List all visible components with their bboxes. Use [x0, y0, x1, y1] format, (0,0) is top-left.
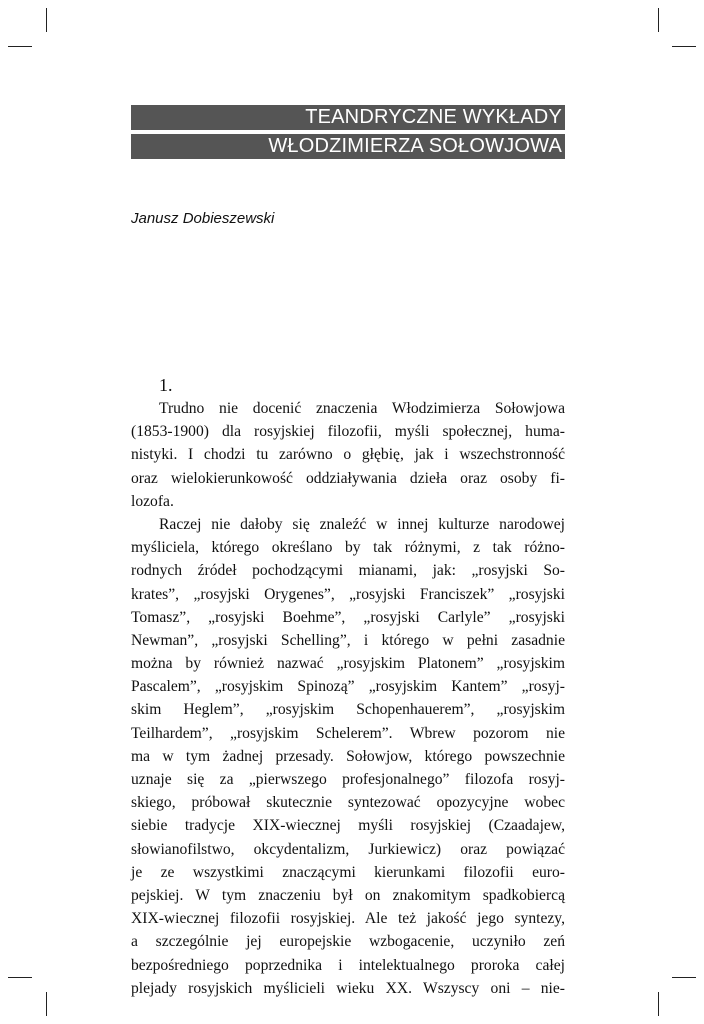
text-line: ma w tym żadnej przesady. Sołowjow, którego powszechnie: [131, 747, 565, 765]
text-line: Trudno nie docenić znaczenia Włodzimierza Sołowjowa: [159, 400, 565, 417]
text-line: plejady rosyjskich myślicieli wieku XX. Wszyscy oni – nie-: [131, 979, 565, 997]
crop-mark: [46, 8, 47, 32]
author-name: Janusz Dobieszewski: [131, 210, 275, 227]
text-line: a szczególnie jej europejskie wzbogacenie, uczyniło zeń: [131, 933, 565, 951]
text-line: rodnych źródeł pochodzącymi mianami, jak: „rosyjski So-: [131, 562, 565, 580]
text-line: pejskiej. W tym znaczeniu był on znakomitym spadkobiercą: [131, 886, 565, 904]
text-line: skim Heglem”, „rosyjskim Schopenhauerem”, „rosyjskim: [131, 701, 565, 719]
crop-mark: [46, 992, 47, 1016]
text-line: (1853-1900) dla rosyjskiej filozofii, myśli społecznej, huma-: [131, 423, 565, 441]
text-line: Newman”, „rosyjski Schelling”, i którego w pełni zasadnie: [131, 631, 565, 649]
text-line: Teilhardem”, „rosyjskim Schelerem”. Wbrew pozorom nie: [131, 724, 565, 742]
text-line: krates”, „rosyjski Orygenes”, „rosyjski Franciszek” „rosyjski: [131, 585, 565, 603]
text-line: skiego, próbował skutecznie syntezować opozycyjne wobec: [131, 794, 565, 812]
section-number: 1.: [159, 375, 173, 395]
text-line: XIX-wiecznej filozofii rosyjskiej. Ale też jakość jego syntezy,: [131, 910, 565, 928]
text-line: nistyki. I chodzi tu zarówno o głębię, jak i wszechstronność: [131, 446, 565, 464]
text-line: je ze wszystkimi znaczącymi kierunkami filozofii euro-: [131, 863, 565, 881]
crop-mark: [8, 46, 32, 47]
text-line: siebie tradycje XIX-wiecznej myśli rosyjskiej (Czaadajew,: [131, 817, 565, 835]
text-line: Pascalem”, „rosyjskim Spinozą” „rosyjskim Kantem” „rosyj-: [131, 678, 565, 696]
text-line: uznaje się za „pierwszego profesjonalnego” filozofa rosyj-: [131, 771, 565, 788]
text-line: bezpośredniego poprzednika i intelektualnego proroka całej: [131, 956, 565, 974]
text-line: Raczej nie dałoby się znaleźć w innej kulturze narodowej: [159, 515, 565, 533]
text-line: można by również nazwać „rosyjskim Platonem” „rosyjskim: [131, 655, 565, 673]
text-line: Tomasz”, „rosyjski Boehme”, „rosyjski Carlyle” „rosyjski: [131, 608, 565, 626]
crop-mark: [658, 992, 659, 1016]
title-line-1: TEANDRYCZNE WYKŁADY: [131, 105, 565, 130]
text-line: myśliciela, którego określano by tak różnymi, z tak różno-: [131, 539, 565, 557]
text-line: słowianofilstwo, okcydentalizm, Jurkiewicz) oraz powiązać: [131, 840, 565, 858]
crop-mark: [672, 977, 696, 978]
body-text: [131, 397, 565, 1000]
crop-mark: [658, 8, 659, 32]
crop-mark: [672, 46, 696, 47]
text-line: oraz wielokierunkowość oddziaływania dzieła oraz osoby fi-: [131, 469, 565, 487]
crop-mark: [8, 977, 32, 978]
text-line: lozofa.: [131, 492, 174, 510]
title-line-2: WŁODZIMIERZA SOŁOWJOWA: [131, 134, 565, 159]
